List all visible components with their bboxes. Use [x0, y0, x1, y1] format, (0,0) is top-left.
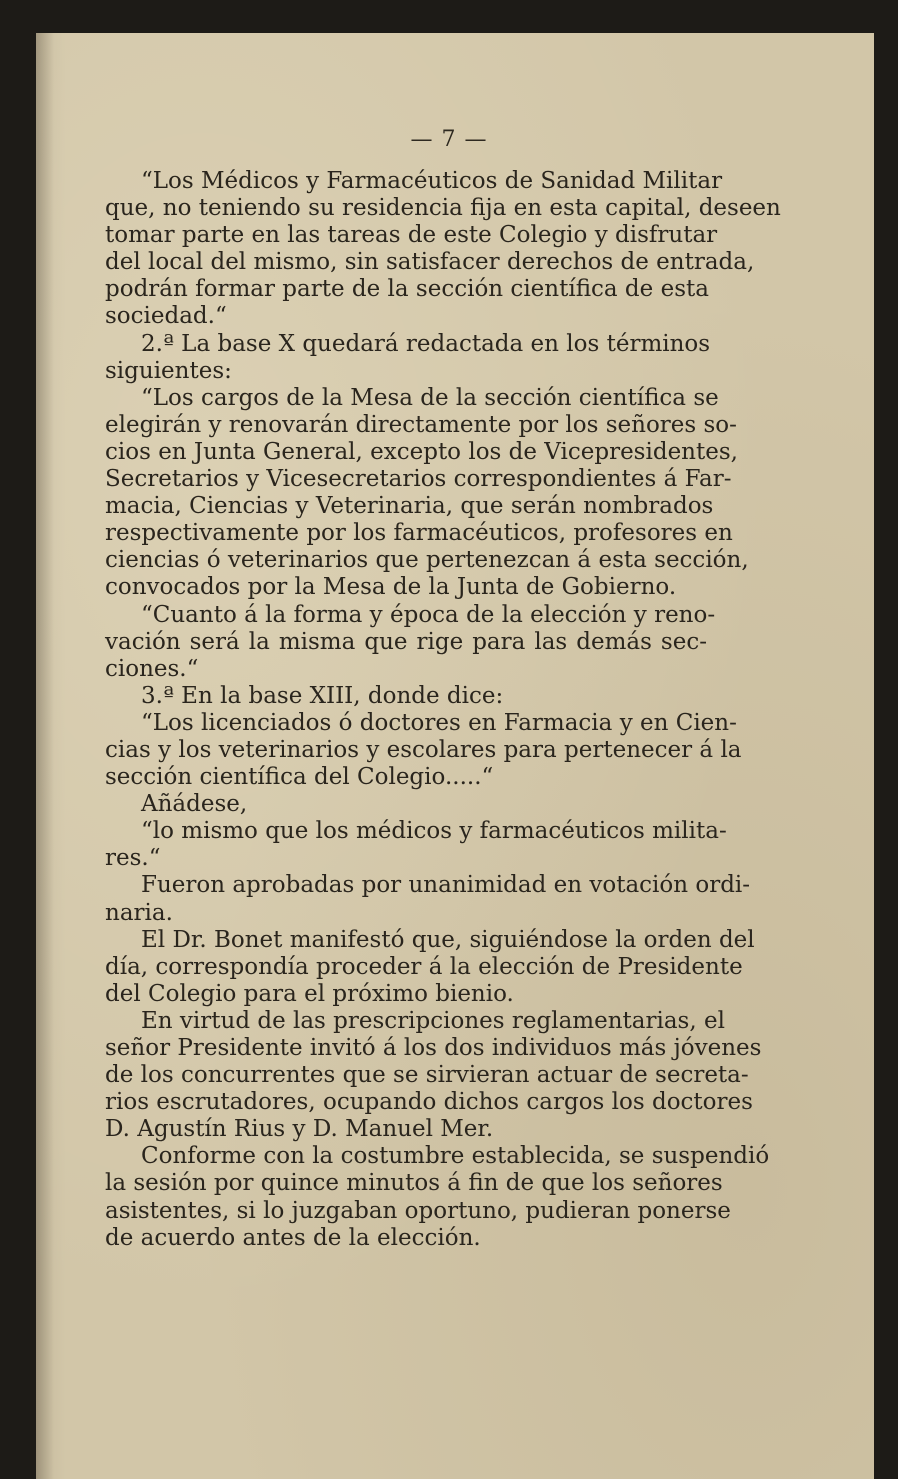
text-line: macia, Ciencias y Veterinaria, que serán nombrados: [105, 493, 714, 520]
text-line: del Colegio para el próximo bienio.: [105, 980, 514, 1007]
text-line: “Los licenciados ó doctores en Farmacia y en Cien-: [141, 709, 737, 736]
text-line: “Los cargos de la Mesa de la sección científica se: [141, 384, 719, 411]
text-line: vación será la misma que rige para las demás sec-: [105, 628, 707, 655]
text-line: del local del mismo, sin satisfacer derechos de entrada,: [105, 249, 755, 276]
text-line: día, correspondía proceder á la elección de Presidente: [105, 953, 743, 980]
text-line: “Los Médicos y Farmacéuticos de Sanidad Militar: [141, 168, 723, 194]
text-line: de acuerdo antes de la elección.: [105, 1224, 481, 1251]
text-line: señor Presidente invitó á los dos individuos más jóvenes: [105, 1035, 762, 1061]
text-line: elegirán y renovarán directamente por los señores so-: [105, 411, 737, 438]
page-number: — 7 —: [410, 127, 488, 152]
text-line: 3.ª En la base XIII, donde dice:: [141, 682, 504, 709]
binding-shadow: [36, 33, 54, 1479]
text-line: la sesión por quince minutos á fin de que los señores: [105, 1170, 723, 1197]
text-line: siguientes:: [105, 357, 232, 384]
text-line: convocados por la Mesa de la Junta de Gobierno.: [105, 574, 677, 601]
text-line: sociedad.“: [105, 303, 227, 330]
text-line: cias y los veterinarios y escolares para pertenecer á la: [105, 736, 742, 763]
text-line: podrán formar parte de la sección científica de esta: [105, 276, 709, 303]
text-line: ciones.“: [105, 655, 199, 682]
text-line: 2.ª La base X quedará redactada en los términos: [141, 330, 711, 357]
text-line: rios escrutadores, ocupando dichos cargos los doctores: [105, 1089, 753, 1116]
text-line: “lo mismo que los médicos y farmacéuticos milita-: [141, 818, 727, 845]
text-line: de los concurrentes que se sirvieran actuar de secreta-: [105, 1062, 749, 1089]
text-line: “Cuanto á la forma y época de la elección y reno-: [141, 601, 716, 628]
text-line: asistentes, si lo juzgaban oportuno, pudieran ponerse: [105, 1197, 731, 1224]
text-line: D. Agustín Rius y D. Manuel Mer.: [105, 1116, 494, 1143]
body-text: [105, 168, 781, 1252]
text-line: tomar parte en las tareas de este Colegio y disfrutar: [105, 222, 718, 249]
text-line: Fueron aprobadas por unanimidad en votación ordi-: [141, 872, 751, 899]
text-line: que, no teniendo su residencia fija en esta capital, deseen: [105, 195, 781, 222]
text-line: cios en Junta General, excepto los de Vicepresidentes,: [105, 438, 738, 465]
text-line: sección científica del Colegio.....“: [105, 764, 494, 791]
text-line: naria.: [105, 899, 173, 926]
text-line: ciencias ó veterinarios que pertenezcan á esta sección,: [105, 547, 749, 574]
text-line: Conforme con la costumbre establecida, se suspendió: [141, 1143, 770, 1170]
text-line: Añádese,: [141, 791, 248, 818]
text-line: respectivamente por los farmacéuticos, profesores en: [105, 520, 733, 547]
text-line: res.“: [105, 845, 161, 872]
text-line: En virtud de las prescripciones reglamentarias, el: [141, 1007, 725, 1034]
text-line: Secretarios y Vicesecretarios correspondientes á Far-: [105, 466, 732, 493]
text-line: El Dr. Bonet manifestó que, siguiéndose la orden del: [141, 926, 755, 953]
